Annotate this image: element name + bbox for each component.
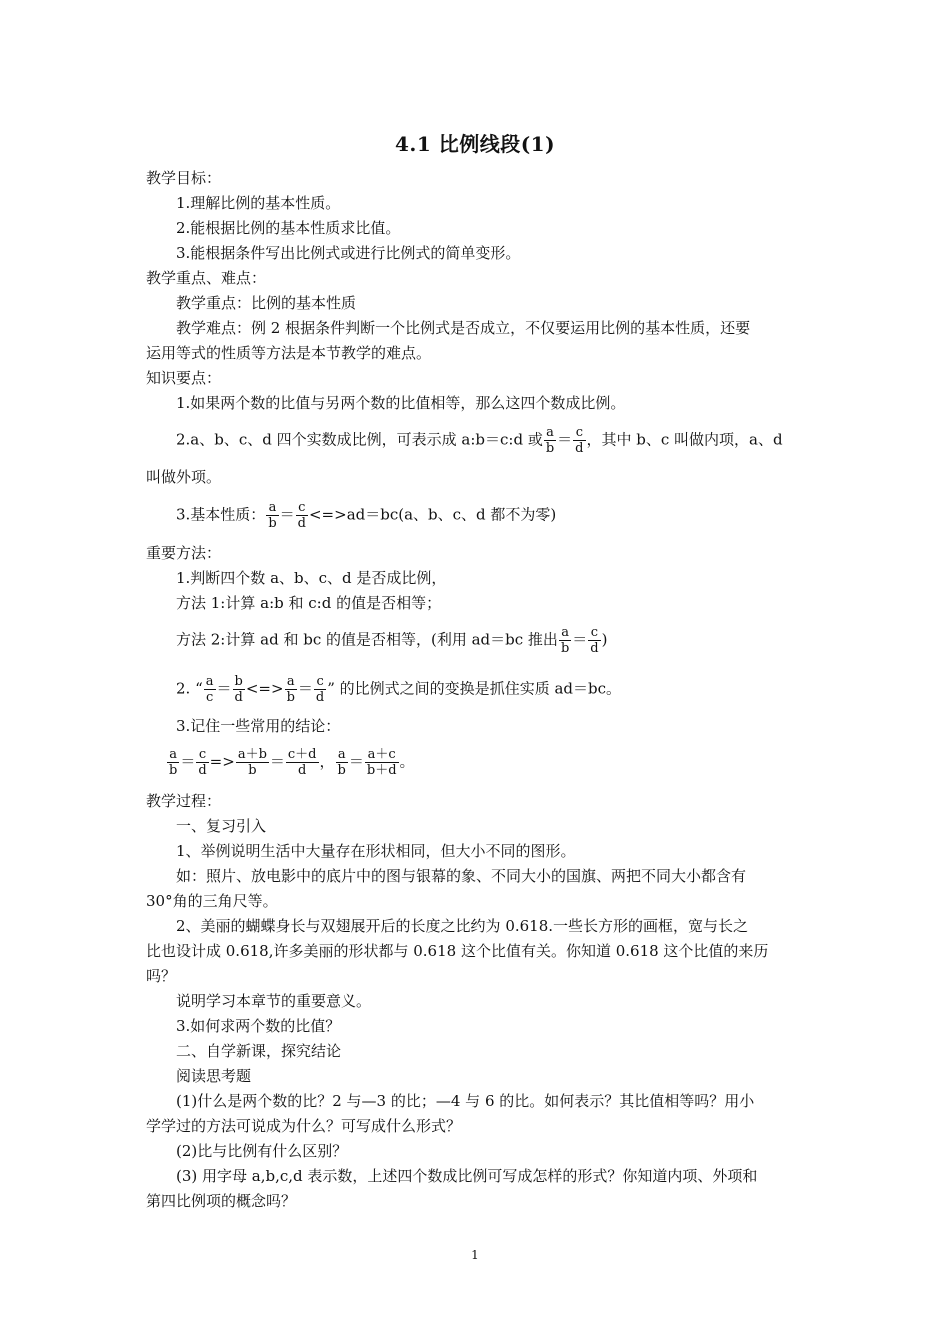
fraction-a-plus-c-over-b-plus-d: $\frac{a+c}{b+d}$ — [366, 747, 397, 778]
method-3-formulas: $\frac{a}{b}$ ＝ $\frac{c}{d}$ => $\frac{a+b}{b}$ ＝ $\frac{c+d}{d}$ ， $\frac{a}{b}$ ＝ $\frac{a+c}{b+d}$ 。 — [169, 747, 415, 778]
focus-text: 教学重点：比例的基本性质 — [176, 294, 357, 312]
objectives-heading: 教学目标： — [146, 169, 222, 187]
section-1-heading: 一、复习引入 — [176, 817, 267, 835]
process-heading: 教学过程： — [146, 792, 222, 810]
method-1b: 方法 2:计算 ad 和 bc 的值是否相等，(利用 ad＝bc 推出 $\frac{a}{b}$ ＝ $\frac{c}{d}$ ) — [176, 625, 608, 656]
difficulty-text: 教学难点：例 2 根据条件判断一个比例式是否成立，不仅要运用比例的基本性质，还要 — [176, 319, 751, 337]
fraction-c-over-d: $\frac{c}{d}$ — [297, 500, 306, 531]
fraction-a-over-b: $\frac{a}{b}$ — [286, 674, 295, 705]
question-3: (3) 用字母 a,b,c,d 表示数，上述四个数成比例可写成怎样的形式？你知道内项、外项和 — [176, 1167, 758, 1185]
keypoints-heading: 教学重点、难点： — [146, 269, 267, 287]
paragraph: 1、举例说明生活中大量存在形状相同，但大小不同的图形。 — [176, 842, 576, 860]
method-2: 2. “ $\frac{a}{c}$ ＝ $\frac{b}{d}$ <=> $\frac{a}{b}$ ＝ $\frac{c}{d}$ ” 的比例式之间的变换是抓住实质 ad＝bc。 — [176, 674, 622, 705]
objective-item: 1.理解比例的基本性质。 — [176, 194, 341, 212]
fraction-b-over-d: $\frac{b}{d}$ — [234, 674, 243, 705]
page-title: 4.1 比例线段(1) — [394, 132, 556, 156]
paragraph: 3.如何求两个数的比值？ — [176, 1017, 341, 1035]
fraction-a-over-b: $\frac{a}{b}$ — [545, 425, 555, 456]
fraction-a-over-b: $\frac{a}{b}$ — [337, 747, 346, 778]
objective-item: 3.能根据条件写出比例式或进行比例式的简单变形。 — [176, 244, 521, 262]
knowledge-item-2: 2.a、b、c、d 四个实数成比例，可表示成 a:b＝c:d 或 $\frac{a}{b}$ ＝ $\frac{c}{d}$ ，其中 b、c 叫做内项，a、d — [176, 425, 783, 456]
knowledge-item-3: 3.基本性质： $\frac{a}{b}$ ＝ $\frac{c}{d}$ <=>ad＝bc(a、b、c、d 都不为零) — [176, 500, 557, 531]
methods-heading: 重要方法： — [146, 544, 222, 562]
paragraph-cont: 30°角的三角尺等。 — [146, 892, 278, 910]
fraction-a-over-b: $\frac{a}{b}$ — [560, 625, 570, 656]
page-number: 1 — [471, 1248, 479, 1262]
fraction-a-over-c: $\frac{a}{c}$ — [205, 674, 214, 705]
knowledge-item-2-text: 2.a、b、c、d 四个实数成比例，可表示成 a:b＝c:d 或 — [176, 430, 543, 449]
fraction-c-over-d: $\frac{c}{d}$ — [590, 625, 599, 656]
paragraph: 如：照片、放电影中的底片中的图与银幕的象、不同大小的国旗、两把不同大小都含有 — [176, 867, 747, 885]
section-2-heading: 二、自学新课，探究结论 — [176, 1042, 342, 1060]
paragraph: 阅读思考题 — [176, 1067, 252, 1085]
question-1-cont: 学学过的方法可说成为什么？可写成什么形式？ — [146, 1117, 462, 1135]
paragraph-cont: 比也设计成 0.618,许多美丽的形状都与 0.618 这个比值有关。你知道 0.618 这个比值的来历 — [146, 942, 769, 960]
fraction-a-over-b: $\frac{a}{b}$ — [268, 500, 277, 531]
difficulty-text-cont: 运用等式的性质等方法是本节教学的难点。 — [146, 344, 432, 362]
method-3: 3.记住一些常用的结论： — [176, 717, 341, 735]
fraction-c-over-d: $\frac{c}{d}$ — [575, 425, 584, 456]
method-1: 1.判断四个数 a、b、c、d 是否成比例， — [176, 569, 447, 587]
fraction-c-over-d: $\frac{c}{d}$ — [315, 674, 325, 705]
objective-item: 2.能根据比例的基本性质求比值。 — [176, 219, 401, 237]
paragraph: 说明学习本章节的重要意义。 — [176, 992, 372, 1010]
method-1a: 方法 1:计算 a:b 和 c:d 的值是否相等； — [176, 594, 442, 612]
knowledge-item-1: 1.如果两个数的比值与另两个数的比值相等，那么这四个数成比例。 — [176, 394, 626, 412]
paragraph: 2、美丽的蝴蝶身长与双翅展开后的长度之比约为 0.618.一些长方形的画框，宽与长之 — [176, 917, 749, 935]
fraction-c-plus-d-over-d: $\frac{c+d}{d}$ — [287, 747, 317, 778]
fraction-a-plus-b-over-b: $\frac{a+b}{b}$ — [237, 747, 267, 778]
question-3-cont: 第四比例项的概念吗？ — [146, 1192, 297, 1210]
knowledge-item-2-cont: 叫做外项。 — [146, 468, 222, 486]
question-1: (1)什么是两个数的比？2 与—3 的比；—4 与 6 的比。如何表示？其比值相等吗？用小 — [176, 1092, 755, 1110]
paragraph-cont: 吗？ — [146, 967, 177, 985]
fraction-c-over-d: $\frac{c}{d}$ — [198, 747, 207, 778]
fraction-a-over-b: $\frac{a}{b}$ — [169, 747, 178, 778]
knowledge-heading: 知识要点： — [146, 369, 222, 387]
question-2: (2)比与比例有什么区别？ — [176, 1142, 348, 1160]
knowledge-item-2-tail: ，其中 b、c 叫做内项，a、d — [586, 430, 783, 449]
